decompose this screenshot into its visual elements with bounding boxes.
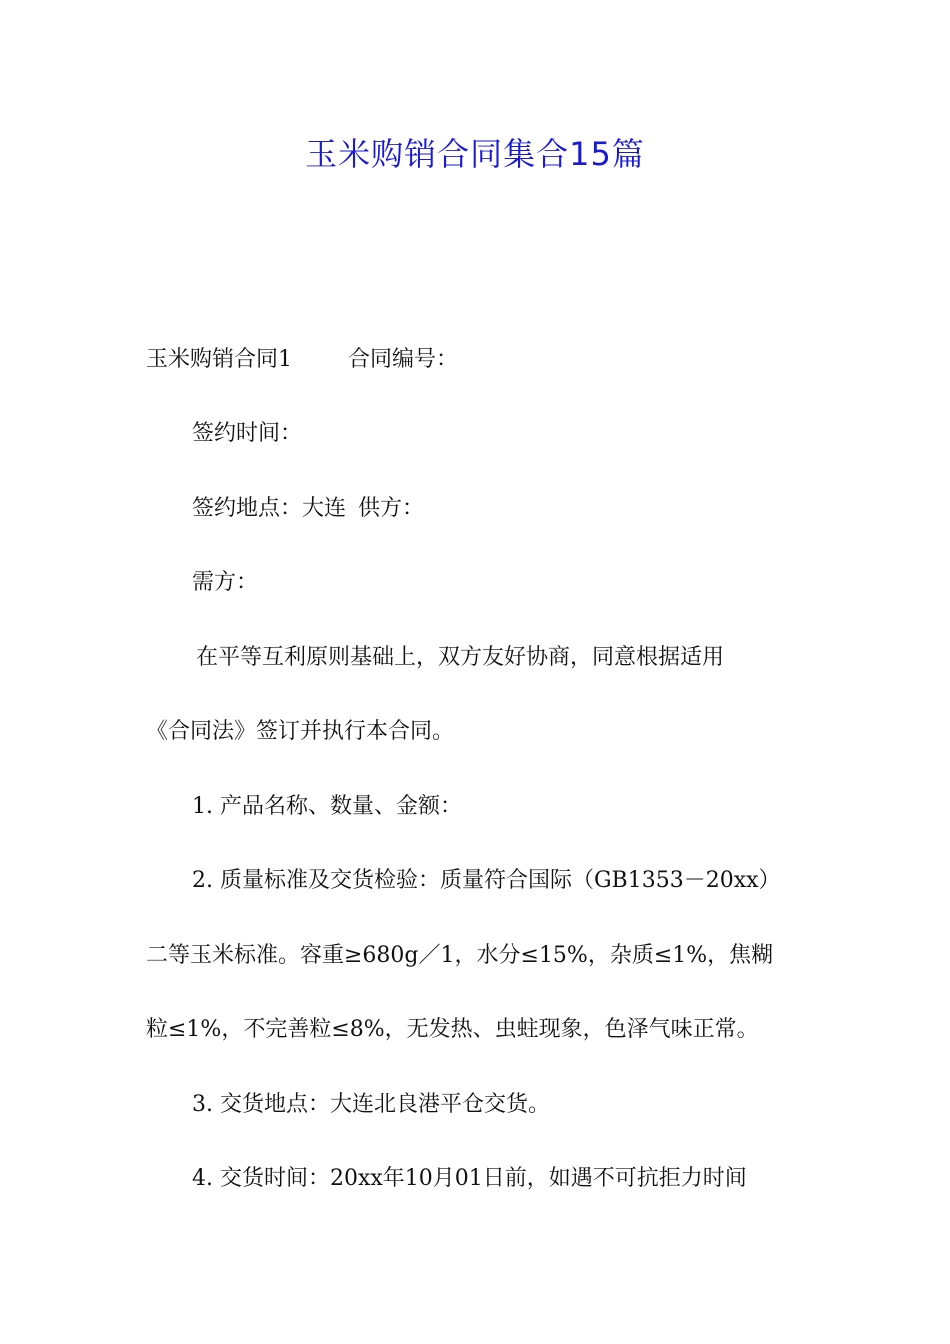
item-2-line-2: 二等玉米标准。容重≥680g／1，水分≤15%，杂质≤1%，焦糊 (146, 943, 774, 968)
sign-time-line: 签约时间： (192, 421, 303, 446)
item-1: 1. 产品名称、数量、金额： (192, 794, 462, 819)
item-2-line-1: 2. 质量标准及交货检验：质量符合国际（GB1353－20xx） (192, 868, 781, 893)
contract-heading: 玉米购销合同1 (146, 347, 292, 372)
intro-line-2: 《合同法》签订并执行本合同。 (146, 719, 455, 744)
supplier-label: 供方： (358, 496, 425, 521)
document-title: 玉米购销合同集合15篇 (305, 135, 645, 173)
buyer-line: 需方： (192, 570, 259, 595)
item-4: 4. 交货时间：20xx年10月01日前，如遇不可抗拒力时间 (192, 1166, 747, 1191)
sign-place-line (146, 489, 816, 529)
heading-line (146, 340, 816, 380)
item-2-line-3: 粒≤1%，不完善粒≤8%，无发热、虫蛀现象，色泽气味正常。 (146, 1017, 759, 1042)
sign-place-label: 签约地点：大连 (192, 496, 347, 521)
intro-line-1: 在平等互利原则基础上，双方友好协商，同意根据适用 (196, 645, 725, 670)
contract-number-label: 合同编号： (348, 347, 459, 372)
item-3: 3. 交货地点：大连北良港平仓交货。 (192, 1092, 550, 1117)
